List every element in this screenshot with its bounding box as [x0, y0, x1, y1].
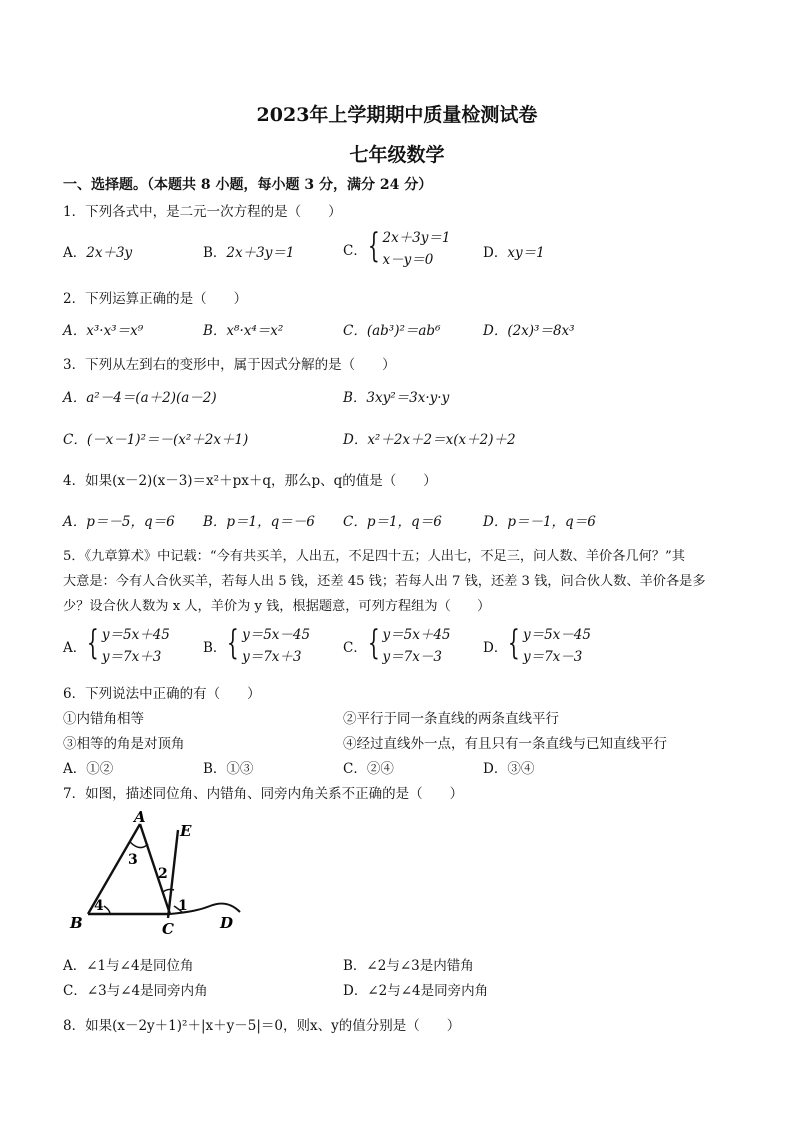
label-d: D [220, 914, 234, 932]
question-5-line-1: 5．《九章算术》中记载：“今有共买羊，人出五，不足四十五；人出七，不足三，问人数、羊价各几何？”其 [63, 549, 685, 564]
question-5-line-2: 大意是：今有人合伙买羊，若每人出 5 钱，还差 45 钱；若每人出 7 钱，还差 3 钱，问合伙人数、羊价各是多 [63, 574, 706, 589]
question-6-stem: 6．下列说法中正确的有（ ） [63, 686, 261, 702]
q4-option-b: B．p＝1，q＝－6 [203, 514, 315, 530]
label-a: A [134, 808, 146, 826]
question-2-stem: 2．下列运算正确的是（ ） [63, 291, 248, 307]
q6-option-b: B．①③ [203, 761, 254, 777]
q5-option-d: D． { y＝5x－45 y＝7x－3 [483, 623, 591, 665]
q7-option-c: C．∠3与∠4是同旁内角 [63, 983, 208, 999]
q7-option-d: D．∠2与∠4是同旁内角 [343, 983, 489, 999]
q3-option-b: B．3xy²＝3x·y·y [343, 390, 450, 406]
q2-option-d: D．(2x)³＝8x³ [483, 323, 575, 339]
question-8-stem: 8．如果(x－2y＋1)²＋|x＋y－5|＝0，则x、y的值分别是（ ） [63, 1018, 461, 1034]
q2-option-a: A．x³·x³＝x⁹ [63, 323, 144, 339]
q4-option-c: C．p＝1，q＝6 [343, 514, 442, 530]
q6-statement-2: ②平行于同一条直线的两条直线平行 [343, 711, 559, 727]
q3-option-a: A．a²－4＝(a＋2)(a－2) [63, 390, 217, 406]
q5-option-c: C． { y＝5x＋45 y＝7x－3 [343, 623, 451, 665]
q5-option-a: A． { y＝5x＋45 y＝7x＋3 [63, 623, 170, 665]
q6-option-a: A．①② [63, 761, 114, 777]
q1-option-a: A．2x＋3y [63, 245, 133, 261]
q3-option-c: C．(－x－1)²＝－(x²＋2x＋1) [63, 432, 249, 448]
q6-statement-1: ①内错角相等 [63, 711, 144, 727]
page-subtitle: 七年级数学 [349, 144, 445, 166]
question-5-line-3: 少？设合伙人数为 x 人，羊价为 y 钱，根据题意，可列方程组为（ ） [63, 599, 491, 614]
q6-option-c: C．②④ [343, 761, 394, 777]
q4-option-d: D．p＝－1，q＝6 [483, 514, 596, 530]
q6-statement-3: ③相等的角是对顶角 [63, 736, 185, 752]
label-c: C [162, 920, 174, 936]
label-angle-3: 3 [128, 852, 138, 868]
section-heading: 一、选择题。（本题共 8 小题，每小题 3 分，满分 24 分） [63, 177, 433, 193]
q5-option-b: B． { y＝5x－45 y＝7x＋3 [203, 623, 311, 665]
q6-option-d: D．③④ [483, 761, 535, 777]
question-3-stem: 3．下列从左到右的变形中，属于因式分解的是（ ） [63, 357, 396, 373]
question-7-stem: 7．如图，描述同位角、内错角、同旁内角关系不正确的是（ ） [63, 786, 464, 802]
page-title: 2023年上学期期中质量检测试卷 [256, 104, 538, 126]
q7-triangle-figure [60, 806, 260, 936]
question-1-stem: 1．下列各式中，是二元一次方程的是（ ） [63, 204, 342, 220]
angle-4-arc [104, 906, 110, 914]
q7-option-b: B．∠2与∠3是内错角 [343, 958, 474, 974]
q4-option-a: A．p＝－5，q＝6 [63, 514, 175, 530]
q1-option-c: C． { 2x＋3y＝1 x－y＝0 [343, 226, 451, 268]
label-b: B [70, 914, 83, 932]
angle-2-arc [163, 889, 174, 892]
q2-option-b: B．x⁸·x⁴＝x² [203, 323, 284, 339]
line-ce [168, 830, 178, 918]
q1-option-b: B．2x＋3y＝1 [203, 245, 295, 261]
label-angle-1: 1 [178, 898, 188, 914]
q6-statement-4: ④经过直线外一点，有且只有一条直线与已知直线平行 [343, 736, 667, 752]
label-e: E [180, 822, 192, 840]
q1-option-d: D．xy＝1 [483, 245, 545, 261]
label-angle-2: 2 [158, 866, 168, 882]
q7-option-a: A．∠1与∠4是同位角 [63, 958, 194, 974]
q3-option-d: D．x²＋2x＋2＝x(x＋2)＋2 [343, 432, 516, 448]
question-4-stem: 4．如果(x－2)(x－3)＝x²＋px＋q，那么p、q的值是（ ） [63, 473, 437, 489]
q2-option-c: C．(ab³)²＝ab⁶ [343, 323, 441, 339]
label-angle-4: 4 [94, 898, 104, 914]
